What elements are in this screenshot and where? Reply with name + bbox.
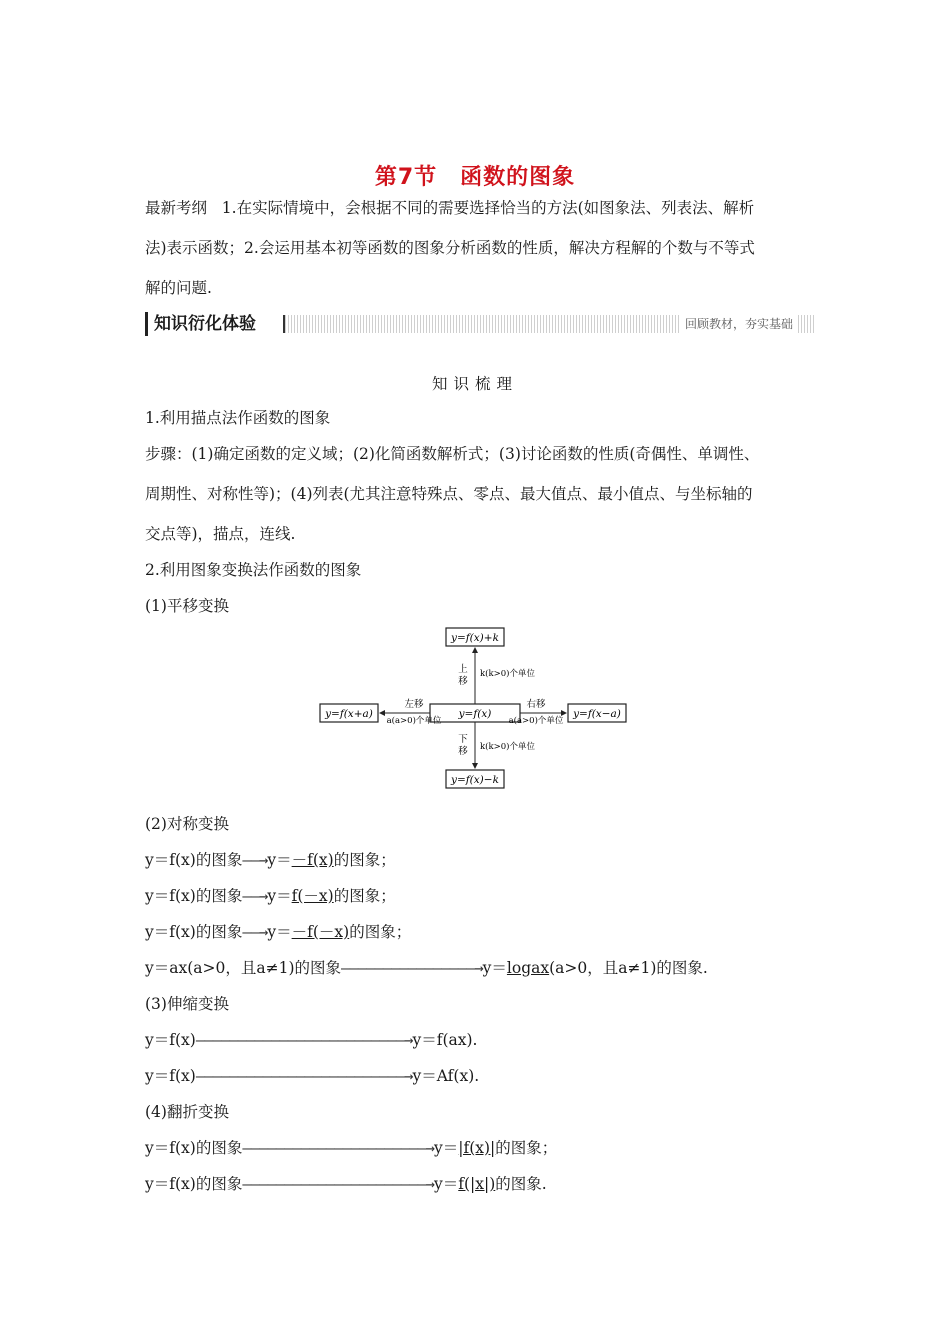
s1-line-2: 周期性、对称性等)；(4)列表(尤其注意特殊点、零点、最大值点、最小值点、与坐标轴的 <box>145 485 753 503</box>
flip-2-pre: y＝f(x)的图象 <box>145 1175 243 1193</box>
sym-2-post: 的图象； <box>333 887 396 905</box>
syllabus-text-1: 1.在实际情境中，会根据不同的需要选择恰当的方法(如图象法、列表法、解析 <box>221 199 755 217</box>
sym-3-arrow: ——→ <box>242 923 268 941</box>
section-banner <box>145 312 815 336</box>
stretch-2-pre: y＝f(x) <box>145 1067 196 1085</box>
flip-row-2 <box>145 1172 547 1194</box>
sym-4-y: y＝ <box>482 959 507 977</box>
stretch-1-pre: y＝f(x) <box>145 1031 196 1049</box>
left-label: 左移 <box>404 699 424 710</box>
stretch-row-2 <box>145 1064 479 1086</box>
s2-sub3: (3)伸缩变换 <box>145 995 229 1013</box>
section-title: 知识梳理 <box>431 375 518 393</box>
sym-1-pre: y＝f(x)的图象 <box>145 851 243 869</box>
sym-4-pre: y＝ax(a>0，且a≠1)的图象 <box>145 959 342 977</box>
s2-sub4: (4)翻折变换 <box>145 1103 229 1121</box>
box-center-text: y=f(x) <box>458 708 492 720</box>
sym-row-3 <box>145 920 411 942</box>
flip-1-pre: y＝f(x)的图象 <box>145 1139 243 1157</box>
translation-diagram <box>318 624 630 790</box>
box-bottom-text: y=f(x)−k <box>451 774 499 786</box>
stretch-2-post: y＝Af(x). <box>412 1067 480 1085</box>
stretch-2-arrow: —————————————————————————→ <box>195 1067 413 1085</box>
up-label-1: 上 <box>458 664 468 675</box>
syllabus-line-2: 法)表示函数；2.会运用基本初等函数的图象分析函数的性质，解决方程解的个数与不等式 <box>145 239 755 257</box>
sym-3-y: y＝ <box>267 923 292 941</box>
flip-2-y: y＝ <box>433 1175 459 1193</box>
left-cond: a(a>0)个单位 <box>386 716 442 726</box>
sym-row-4 <box>145 956 708 978</box>
up-cond: k(k>0)个单位 <box>480 669 535 679</box>
sym-row-1 <box>145 848 396 870</box>
right-cond: a(a>0)个单位 <box>508 716 564 726</box>
box-left-text: y=f(x+a) <box>325 708 373 720</box>
page-title: 第7节 函数的图象 <box>374 165 576 190</box>
sym-4-post: (a>0，且a≠1)的图象. <box>549 959 708 977</box>
s2-heading: 2.利用图象变换法作函数的图象 <box>145 561 362 579</box>
up-label-2: 移 <box>458 676 468 687</box>
sym-3-post: 的图象； <box>349 923 412 941</box>
flip-1-y: y＝ <box>433 1139 459 1157</box>
s1-line-3: 交点等)，描点，连线. <box>145 525 296 543</box>
sym-1-result: －f(x) <box>291 851 334 869</box>
s2-sub1: (1)平移变换 <box>145 597 229 615</box>
sym-2-y: y＝ <box>267 887 292 905</box>
down-cond: k(k>0)个单位 <box>480 742 535 752</box>
s2-sub2: (2)对称变换 <box>145 815 229 833</box>
flip-2-result: f(|x|) <box>458 1175 496 1193</box>
sym-1-post: 的图象； <box>333 851 396 869</box>
banner-left-label: 知识衍化体验 <box>145 312 256 336</box>
sym-4-result: logax <box>506 959 550 977</box>
sym-1-y: y＝ <box>267 851 292 869</box>
banner-right-label: 回顾教材，夯实基础 <box>681 315 797 333</box>
flip-row-1 <box>145 1136 557 1158</box>
flip-2-arrow: ——————————————————————→ <box>242 1175 434 1193</box>
syllabus-line-1 <box>145 196 754 218</box>
sym-2-arrow: ——→ <box>242 887 268 905</box>
syllabus-label: 最新考纲 <box>145 199 208 217</box>
sym-3-result: －f(－x) <box>291 923 350 941</box>
flip-2-post: 的图象. <box>495 1175 547 1193</box>
stretch-row-1 <box>145 1028 477 1050</box>
s1-heading: 1.利用描点法作函数的图象 <box>145 409 331 427</box>
down-label-2: 移 <box>458 746 468 757</box>
sym-4-arrow: ————————————————→ <box>341 959 483 977</box>
s1-line-1: 步骤：(1)确定函数的定义域；(2)化简函数解析式；(3)讨论函数的性质(奇偶性、单调性、 <box>145 445 760 463</box>
sym-2-result: f(－x) <box>291 887 334 905</box>
down-label-1: 下 <box>458 734 468 745</box>
sym-3-pre: y＝f(x)的图象 <box>145 923 243 941</box>
sym-2-pre: y＝f(x)的图象 <box>145 887 243 905</box>
stretch-1-arrow: —————————————————————————→ <box>195 1031 413 1049</box>
stretch-1-post: y＝f(ax). <box>412 1031 478 1049</box>
box-right-text: y=f(x−a) <box>573 708 621 720</box>
flip-1-arrow: ——————————————————————→ <box>242 1139 434 1157</box>
right-label: 右移 <box>526 699 546 710</box>
syllabus-line-3: 解的问题. <box>145 279 212 297</box>
sym-row-2 <box>145 884 396 906</box>
box-top-text: y=f(x)+k <box>451 632 499 644</box>
sym-1-arrow: ——→ <box>242 851 268 869</box>
flip-1-post: 的图象； <box>495 1139 558 1157</box>
flip-1-result: |f(x)| <box>458 1139 496 1157</box>
